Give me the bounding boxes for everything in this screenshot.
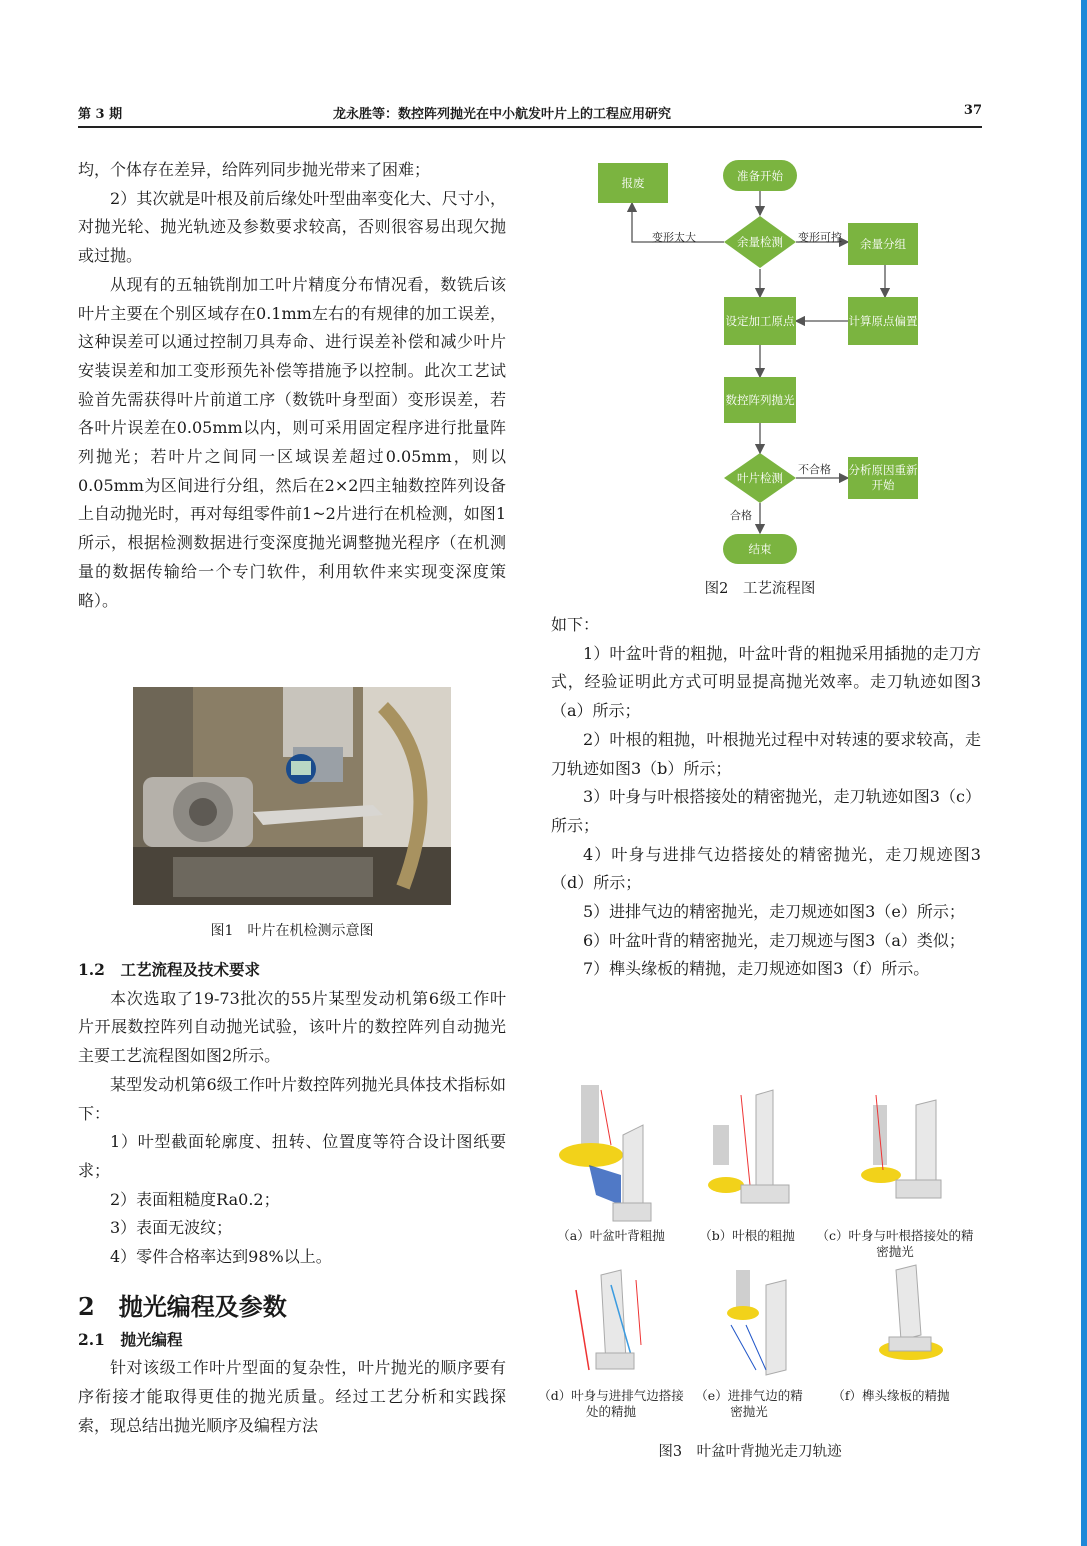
running-title: 龙永胜等：数控阵列抛光在中小航发叶片上的工程应用研究	[333, 107, 672, 122]
right-column-text	[551, 611, 981, 984]
panel-b	[708, 1090, 789, 1203]
flow-origin: 设定加工原点	[724, 297, 796, 345]
left-column-bottom	[78, 956, 506, 1441]
fig3-label-c: （c）叶身与叶根搭接处的精密抛光	[816, 1228, 974, 1259]
figure-2-flowchart	[590, 155, 930, 570]
step-item: 2）叶根的粗抛，叶根抛光过程中对转速的要求较高，走刀轨迹如图3（b）所示；	[551, 729, 981, 778]
flow-start: 准备开始	[723, 160, 797, 191]
flow-label-fail: 不合格	[798, 463, 831, 476]
flow-group: 余量分组	[848, 223, 918, 265]
panel-f	[879, 1265, 943, 1360]
step-item: 7）榫头缘板的精抛，走刀规迹如图3（f）所示。	[583, 959, 930, 979]
figure-2-caption: 图2 工艺流程图	[704, 581, 816, 597]
fig3-label-a: （a）叶盆叶背粗抛	[557, 1228, 665, 1243]
paragraph: 均，个体存在差异，给阵列同步抛光带来了困难；	[78, 160, 431, 179]
figure-1-caption: 图1 叶片在机检测示意图	[210, 923, 374, 939]
requirement-item: 2）表面粗糙度Ra0.2；	[110, 1189, 280, 1209]
paragraph: 针对该级工作叶片型面的复杂性，叶片抛光的顺序要有序衔接才能取得更佳的抛光质量。经过工艺分析和实践探索，现总结出抛光顺序及编程方法	[78, 1358, 506, 1435]
requirement-item: 1）叶型截面轮廓度、扭转、位置度等符合设计图纸要求；	[78, 1132, 506, 1180]
flow-inspect: 叶片检测	[724, 453, 796, 503]
panel-d	[576, 1270, 641, 1370]
fig3-label-b: （b）叶根的粗抛	[699, 1228, 795, 1243]
fig3-label-d: （d）叶身与进排气边搭接处的精抛	[538, 1388, 684, 1419]
flow-label-pass: 合格	[730, 509, 752, 522]
issue-number: 第 3 期	[78, 107, 123, 122]
step-item: 4）叶身与进排气边搭接处的精密抛光，走刀规迹图3（d）所示；	[551, 844, 981, 893]
flow-polish: 数控阵列抛光	[724, 377, 796, 423]
panel-c	[861, 1095, 941, 1198]
paragraph: 从现有的五轴铣削加工叶片精度分布情况看，数铣后该叶片主要在个别区域存在0.1mm左右的有规律的加工误差，这种误差可以通过控制刀具寿命、进行误差补偿和减少叶片安装误差和加工变形预先补偿等措施予以控制。此次工艺试验首先需获得叶片前道工序（数铣叶身型面）变形误差，若各叶片误差在0.05mm以内，则可采用固定程序进行批量阵列抛光；若叶片之间同一区域误差超过0.05mm，则以0.05mm为区间进行分组，然后在2×2四主轴数控阵列设备上自动抛光时，再对每组零件前1~2片进行在机检测，如图1所示，根据检测数据进行变深度抛光调整抛光程序（在机测量的数据传输给一个专门软件，利用软件来实现变深度策略）。	[78, 274, 506, 610]
figure-1-photo	[133, 687, 451, 905]
panel-a	[559, 1085, 651, 1221]
flow-label-big: 变形太大	[652, 231, 696, 244]
flow-offset: 计算原点偏置	[848, 297, 918, 345]
flow-check: 余量检测	[724, 216, 796, 268]
fig3-label-e: （e）进排气边的精密抛光	[695, 1388, 803, 1419]
requirement-item: 4）零件合格率达到98%以上。	[110, 1247, 332, 1267]
flow-label-ok: 变形可控	[798, 231, 842, 244]
flow-end: 结束	[723, 534, 797, 564]
header-rule	[78, 126, 982, 128]
paragraph: 如下：	[551, 615, 600, 634]
figure-3-caption: 图3 叶盆叶背抛光走刀轨迹	[658, 1444, 842, 1460]
step-item: 1）叶盆叶背的粗抛，叶盆叶背的粗抛采用插抛的走刀方式，经验证明此方式可明显提高抛光效率。走刀轨迹如图3（a）所示；	[551, 643, 981, 721]
left-column-top	[78, 156, 506, 615]
panel-e	[727, 1270, 786, 1375]
fig3-label-f: （f）榫头缘板的精抛	[832, 1388, 950, 1403]
running-header	[78, 103, 982, 125]
step-item: 5）进排气边的精密抛光，走刀规迹如图3（e）所示；	[583, 902, 965, 922]
step-item: 6）叶盆叶背的精密抛光，走刀规迹与图3（a）类似；	[583, 930, 965, 950]
paragraph: 2）其次就是叶根及前后缘处叶型曲率变化大、尺寸小，对抛光轮、抛光轨迹及参数要求较高，否则很容易出现欠抛或过抛。	[78, 188, 506, 266]
page-number: 37	[963, 103, 982, 118]
requirement-item: 3）表面无波纹；	[110, 1218, 233, 1238]
page-edge-bar	[1081, 0, 1087, 1546]
flow-scrap: 报废	[598, 163, 668, 203]
section-heading-2: 2 抛光编程及参数	[78, 1291, 287, 1321]
step-item: 3）叶身与叶根搭接处的精密抛光，走刀轨迹如图3（c）所示；	[551, 787, 981, 835]
paragraph: 某型发动机第6级工作叶片数控阵列抛光具体技术指标如下：	[78, 1074, 506, 1123]
paragraph: 本次选取了19-73批次的55片某型发动机第6级工作叶片开展数控阵列自动抛光试验，该叶片的数控阵列自动抛光主要工艺流程图如图2所示。	[78, 988, 506, 1066]
section-heading-2-1: 2.1 抛光编程	[78, 1329, 183, 1349]
flow-reason: 分析原因重新开始	[848, 457, 918, 499]
section-heading-1-2: 1.2 工艺流程及技术要求	[78, 960, 260, 979]
